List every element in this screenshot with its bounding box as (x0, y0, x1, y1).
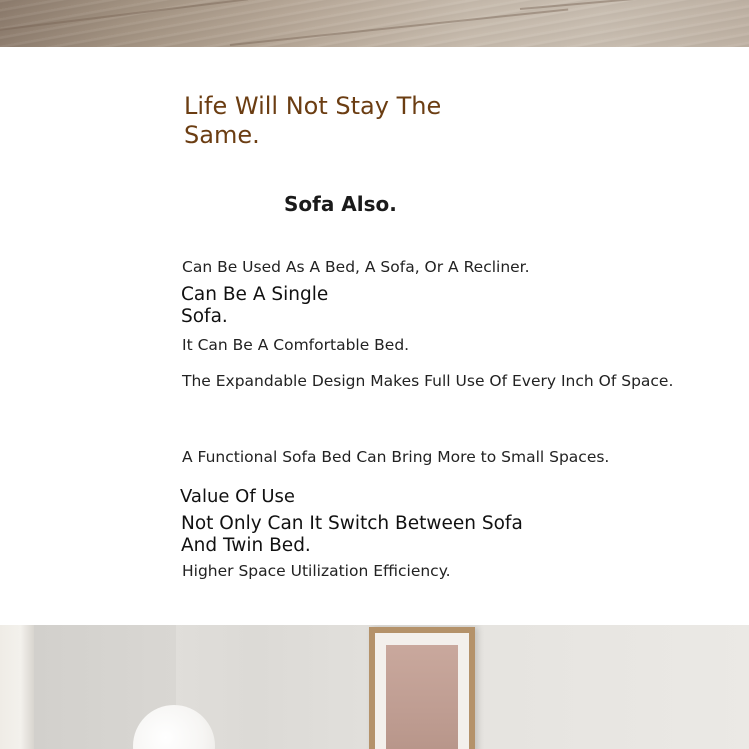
wall-art (386, 645, 458, 749)
feature-line-single-sofa: Can Be A Single Sofa. (181, 284, 329, 327)
floor-seam (230, 8, 568, 46)
floor-seam (520, 0, 749, 10)
wood-floor-photo (0, 0, 749, 47)
feature-line-efficiency: Higher Space Utilization Efficiency. (182, 562, 451, 580)
living-room-photo (0, 625, 749, 749)
feature-line-expandable-design: The Expandable Design Makes Full Use Of Every Inch Of Space. (182, 372, 674, 390)
headline: Life Will Not Stay The Same. (184, 92, 442, 149)
feature-line-comfortable-bed: It Can Be A Comfortable Bed. (182, 336, 410, 354)
feature-line-usage: Can Be Used As A Bed, A Sofa, Or A Recliner. (182, 258, 530, 276)
floor-seam (0, 0, 248, 32)
feature-line-switch: Not Only Can It Switch Between Sofa And Twin Bed. (181, 513, 523, 556)
subheading: Sofa Also. (284, 192, 397, 216)
feature-line-small-spaces: A Functional Sofa Bed Can Bring More to Small Spaces. (182, 448, 610, 466)
value-of-use-heading: Value Of Use (180, 486, 296, 507)
door-edge (0, 625, 34, 749)
